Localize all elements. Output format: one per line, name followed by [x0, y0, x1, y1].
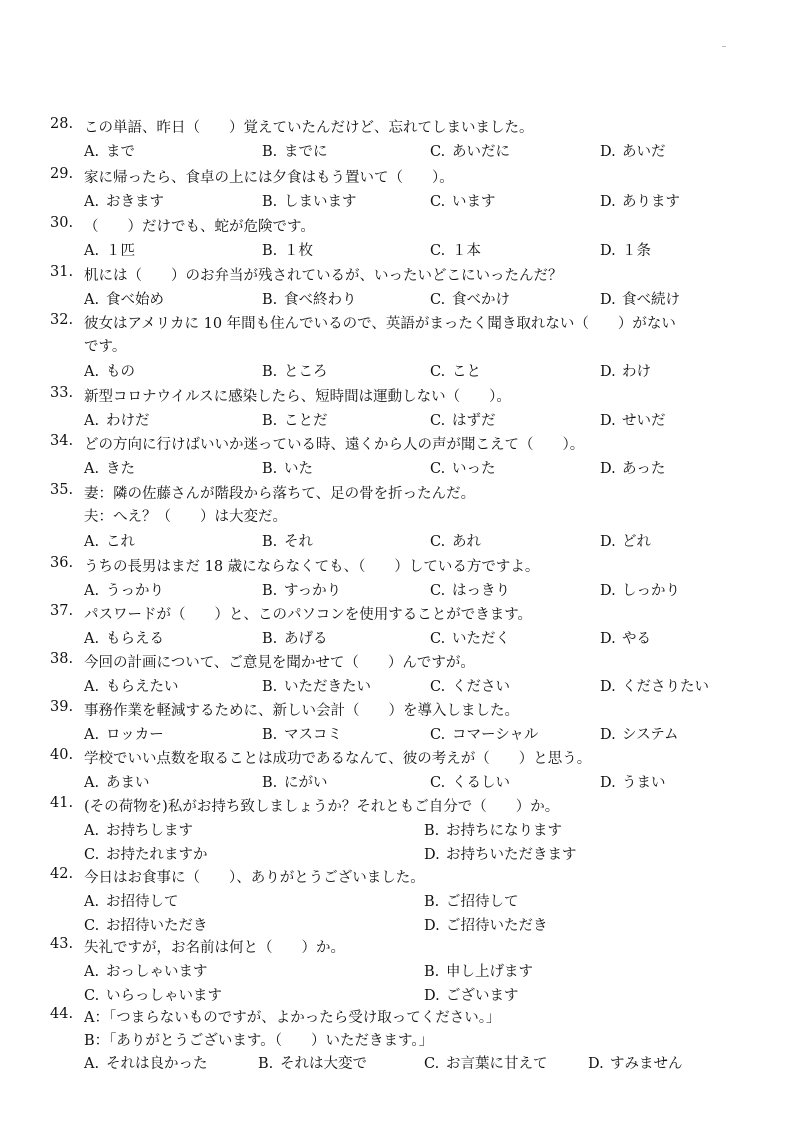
option-b: B. １枚 [262, 243, 313, 259]
option-d: D. システム [600, 727, 679, 743]
option-c: C. くるしい [430, 775, 510, 791]
option-b: B. それは大変で [258, 1056, 367, 1072]
question-number: 30. [50, 215, 74, 231]
option-a: A. もらえたい [84, 679, 179, 695]
option-a: A. わけだ [84, 413, 150, 429]
option-b: B. までに [262, 144, 328, 160]
option-a: A. １匹 [84, 243, 135, 259]
option-a: A. あまい [84, 775, 150, 791]
option-c: C. はっきり [430, 583, 510, 599]
question-number: 44. [50, 1006, 74, 1022]
option-b: B. ところ [262, 364, 328, 380]
option-d: D. お持ちいただきます [424, 847, 577, 863]
option-c: C. いらっしゃいます [84, 988, 222, 1004]
question-number: 28. [50, 116, 74, 132]
question-number: 43. [50, 936, 74, 952]
question-stem: どの方向に行けばいいか迷っている時、遠くから人の声が聞こえて（ ）。 [84, 437, 585, 453]
question-stem: この単語、昨日（ ）覚えていたんだけど、忘れてしまいました。 [84, 120, 534, 136]
question-number: 35. [50, 482, 74, 498]
option-c: C. います [430, 194, 496, 210]
question-number: 39. [50, 699, 74, 715]
question-number: 29. [50, 166, 74, 182]
option-c: C. あれ [430, 534, 481, 550]
option-d: D. あった [600, 461, 666, 477]
option-b: B. お持ちになります [424, 823, 562, 839]
option-c: C. いった [430, 461, 496, 477]
option-d: D. 食べ続け [600, 292, 680, 308]
question-number: 34. [50, 433, 74, 449]
question-number: 37. [50, 603, 74, 619]
question-stem: 家に帰ったら、食卓の上には夕食はもう置いて（ ）。 [84, 170, 454, 186]
option-a: A. きた [84, 461, 135, 477]
option-d: D. くださりたい [600, 679, 709, 695]
question-stem: うちの長男はまだ 18 歳にならなくても、（ ）している方ですよ。 [84, 559, 540, 575]
option-c: C. 食べかけ [430, 292, 510, 308]
option-d: D. しっかり [600, 583, 680, 599]
question-stem: 今日はお食事に（ ）、ありがとうございました。 [84, 870, 425, 886]
question-stem-continued: です。 [84, 339, 127, 355]
option-b: B. ことだ [262, 413, 328, 429]
option-a: A. お持ちします [84, 823, 193, 839]
question-stem: 彼女はアメリカに 10 年間も住んでいるので、英語がまったく聞き取れない（ ）がない [84, 316, 676, 332]
option-d: D. ご招待いただき [424, 918, 548, 934]
question-number: 38. [50, 651, 74, 667]
option-b: B. すっかり [262, 583, 342, 599]
option-a: A. もの [84, 364, 135, 380]
question-stem-continued: B：「ありがとうございます。（ ）いただきます。」 [84, 1033, 434, 1049]
option-a: A. おっしゃいます [84, 964, 208, 980]
option-d: D. どれ [600, 534, 651, 550]
option-a: A. お招待して [84, 894, 179, 910]
option-c: C. コマーシャル [430, 727, 539, 743]
option-a: A. ロッカー [84, 727, 164, 743]
option-d: D. やる [600, 631, 651, 647]
question-stem: 新型コロナウイルスに感染したら、短時間は運動しない（ ）。 [84, 389, 511, 405]
option-c: C. こと [430, 364, 481, 380]
question-stem: 妻：隣の佐藤さんが階段から落ちて、足の骨を折ったんだ。 [84, 486, 476, 502]
question-number: 41. [50, 795, 74, 811]
option-b: B. いただきたい [262, 679, 371, 695]
option-a: A. もらえる [84, 631, 164, 647]
option-b: B. しまいます [262, 194, 357, 210]
option-a: A. うっかり [84, 583, 164, 599]
option-b: B. 申し上げます [424, 964, 533, 980]
option-c: C. お招待いただき [84, 918, 208, 934]
option-d: D. ございます [424, 988, 519, 1004]
option-d: D. あいだ [600, 144, 666, 160]
question-stem: 事務作業を軽減するために、新しい会計（ ）を導入しました。 [84, 703, 519, 719]
option-b: B. マスコミ [262, 727, 342, 743]
question-number: 31. [50, 264, 74, 280]
option-a: A. これ [84, 534, 135, 550]
option-c: C. １本 [430, 243, 481, 259]
option-a: A. 食べ始め [84, 292, 164, 308]
option-a: A. おきます [84, 194, 164, 210]
question-stem: （ ）だけでも、蛇が危険です。 [84, 219, 315, 235]
question-stem: (その荷物を)私がお持ち致しましょうか？それともご自分で（ ）か。 [84, 799, 560, 815]
option-b: B. それ [262, 534, 313, 550]
option-b: B. 食べ終わり [262, 292, 357, 308]
option-a: A. それは良かった [84, 1056, 208, 1072]
option-c: C. お持たれますか [84, 847, 208, 863]
question-number: 42. [50, 866, 74, 882]
option-c: C. お言葉に甘えて [424, 1056, 548, 1072]
option-c: C. いただく [430, 631, 510, 647]
option-d: D. あります [600, 194, 680, 210]
option-c: C. あいだに [430, 144, 510, 160]
question-number: 36. [50, 555, 74, 571]
option-c: C. はずだ [430, 413, 496, 429]
option-b: B. にがい [262, 775, 328, 791]
question-stem: パスワードが（ ）と、このパソコンを使用することができます。 [84, 607, 533, 623]
option-d: D. すみません [588, 1056, 683, 1072]
question-stem: 机には（ ）のお弁当が残されているが、いったいどこにいったんだ？ [84, 268, 563, 284]
option-c: C. ください [430, 679, 510, 695]
option-b: B. いた [262, 461, 313, 477]
question-number: 32. [50, 312, 74, 328]
question-stem: 失礼ですが，お名前は何と（ ）か。 [84, 940, 345, 956]
question-stem: 今回の計画について、ご意見を聞かせて（ ）んですが。 [84, 655, 475, 671]
option-b: B. あげる [262, 631, 328, 647]
option-b: B. ご招待して [424, 894, 519, 910]
question-stem-continued: 夫：へえ？（ ）は大変だ。 [84, 509, 287, 525]
option-d: D. わけ [600, 364, 651, 380]
question-stem: A：「つまらないものですが、よかったら受け取ってください。」 [84, 1010, 501, 1026]
question-number: 40. [50, 747, 74, 763]
question-number: 33. [50, 385, 74, 401]
option-d: D. １条 [600, 243, 651, 259]
option-d: D. せいだ [600, 413, 666, 429]
option-d: D. うまい [600, 775, 666, 791]
option-a: A. まで [84, 144, 135, 160]
question-stem: 学校でいい点数を取ることは成功であるなんて、彼の考えが（ ）と思う。 [84, 751, 592, 767]
scan-mark [722, 46, 726, 47]
